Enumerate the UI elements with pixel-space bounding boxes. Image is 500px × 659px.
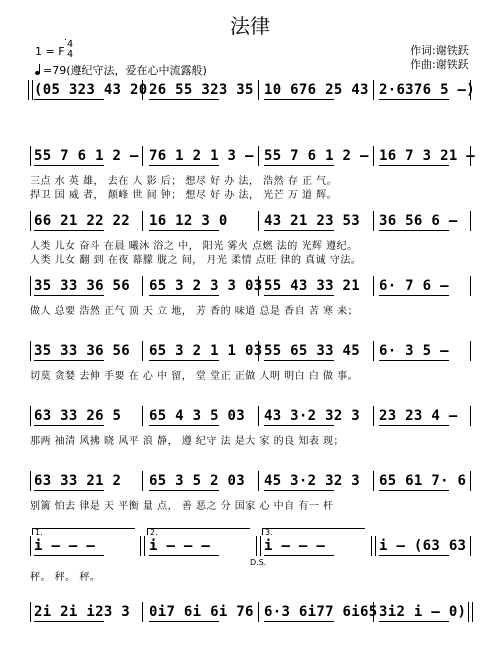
- bar-line: [258, 471, 259, 491]
- measure-3: 10 676 25 43: [264, 82, 369, 98]
- beam-line: [379, 555, 449, 556]
- bar-line: [470, 536, 471, 556]
- beam-line: [379, 621, 449, 622]
- lyrics-verse-1: 那两 袖清 风拂 晓 风平 浪 静， 遵 纪守 法 是大 家 的良 知表 现；: [30, 436, 345, 447]
- beam-line: [34, 295, 104, 296]
- beam-line: [34, 230, 104, 231]
- measure-1: 55 7 6 1 2 –: [34, 148, 139, 164]
- measure-4: 16 7 3 21 –: [379, 148, 476, 164]
- measure-1: 63 33 26 5: [34, 408, 122, 424]
- measure-1: 35 33 36 56: [34, 343, 131, 359]
- bar-line: [30, 146, 31, 166]
- beam-line: [34, 555, 104, 556]
- measure-1: 35 33 36 56: [34, 278, 131, 294]
- beam-line: [149, 490, 219, 491]
- measure-1: 66 21 22 22: [34, 213, 131, 229]
- beam-line: [149, 295, 219, 296]
- beam-line: [149, 425, 219, 426]
- bar-line: [470, 341, 471, 361]
- tempo-marking: [35, 62, 207, 78]
- beam-line: [379, 99, 449, 100]
- bar-line: [142, 406, 143, 426]
- bar-line: [373, 406, 374, 426]
- beam-line: [264, 360, 334, 361]
- beam-line: [34, 425, 104, 426]
- measure-1: i – – –: [34, 538, 96, 554]
- bar-line: [256, 536, 261, 556]
- beam-line: [264, 425, 334, 426]
- beam-line: [34, 490, 104, 491]
- beam-line: [264, 621, 334, 622]
- measure-2: 0i7 6i 6i 76: [149, 604, 254, 620]
- bar-line: [468, 602, 473, 622]
- lyrics-verse-1: 切莫 贪婪 去伸 手要 在 心 中 留， 堂 堂正 正做 人明 明白 白 做 事。: [30, 371, 359, 382]
- beam-line: [34, 621, 104, 622]
- measure-4: 2·6376 5 –): [379, 82, 476, 98]
- bar-line: [30, 471, 31, 491]
- measure-2: 76 1 2 1 3 –: [149, 148, 254, 164]
- expression-text: (遵纪守法，爱在心中流露般): [66, 64, 207, 77]
- bar-line: [470, 211, 471, 231]
- beam-line: [264, 555, 334, 556]
- measure-1: 63 33 21 2: [34, 473, 122, 489]
- beam-line: [149, 555, 219, 556]
- beam-line: [149, 165, 219, 166]
- measure-1: (05 323 43 20: [34, 82, 148, 98]
- lyrics-verse-1: 别篱 怕去 律是 天 平衡 量 点， 善 恶之 分 国家 心 中自 有一 杆: [30, 501, 334, 512]
- measure-3: 43 21 23 53: [264, 213, 361, 229]
- beam-line: [149, 360, 219, 361]
- key-signature: 1 = F: [35, 45, 65, 58]
- bar-line: [373, 80, 374, 100]
- bar-line: [373, 211, 374, 231]
- beam-line: [264, 490, 334, 491]
- composer-credit: 作曲:谢铁跃: [410, 58, 469, 71]
- dal-segno-mark: D.S.: [250, 558, 267, 567]
- volta-bracket-1: 1.: [32, 528, 135, 535]
- measure-4: 6· 3 5 –: [379, 343, 449, 359]
- bar-line: [373, 146, 374, 166]
- beam-line: [264, 99, 334, 100]
- bar-line: [30, 602, 31, 622]
- measure-3: 55 7 6 1 2 –: [264, 148, 369, 164]
- beam-line: [149, 621, 219, 622]
- bar-line: [30, 276, 31, 296]
- measure-3: i – – –: [264, 538, 326, 554]
- measure-3: 6·3 6i77 6i65: [264, 604, 378, 620]
- bar-line: [470, 471, 471, 491]
- measure-2: 65 3 2 3 3 03: [149, 278, 263, 294]
- bar-line: [142, 471, 143, 491]
- bar-line: [142, 276, 143, 296]
- bar-line: [142, 341, 143, 361]
- lyrics-verse-1: 三点 水 英 雄， 去在 人 影 后； 想尽 好 办 法， 浩然 存 正 气。: [30, 176, 338, 187]
- bar-line: [373, 341, 374, 361]
- beam-line: [379, 425, 449, 426]
- beam-line: [379, 490, 449, 491]
- bar-line: [470, 406, 471, 426]
- measure-2: 26 55 323 35: [149, 82, 254, 98]
- bar-line: [258, 146, 259, 166]
- beam-line: [34, 99, 104, 100]
- bar-line: [30, 406, 31, 426]
- bar-line: [142, 211, 143, 231]
- volta-bracket-2: 2.: [147, 528, 250, 535]
- time-signature-top: 4: [66, 39, 74, 50]
- beam-line: [379, 165, 449, 166]
- measure-2: 65 4 3 5 03: [149, 408, 246, 424]
- beam-line: [379, 230, 449, 231]
- bar-line: [142, 146, 143, 166]
- bar-line: [30, 536, 31, 556]
- bar-line: [258, 80, 259, 100]
- bar-line: [140, 536, 145, 556]
- song-title: 法律: [230, 14, 270, 38]
- measure-4: i – (63 63: [379, 538, 467, 554]
- measure-3: 55 65 33 45: [264, 343, 361, 359]
- time-signature-bottom: 4: [66, 49, 74, 60]
- measure-4: 65 61 7· 6: [379, 473, 467, 489]
- beam-line: [379, 360, 449, 361]
- beam-line: [149, 99, 219, 100]
- measure-1: 2i 2i i23 3: [34, 604, 131, 620]
- beam-line: [149, 230, 219, 231]
- bar-line: [258, 406, 259, 426]
- lyrics-verse-1: 做人 总要 浩然 正气 顶 天 立 地， 芳 香的 味道 总是 香自 苦 寒 来；: [30, 306, 359, 317]
- bar-line: [258, 602, 259, 622]
- measure-2: 65 3 2 1 1 03: [149, 343, 263, 359]
- quarter-note-icon: [35, 67, 41, 75]
- bar-line: [142, 602, 143, 622]
- tempo-value: =79: [43, 64, 67, 77]
- time-signature: [65, 40, 75, 60]
- bar-line: [28, 80, 33, 100]
- bar-line: [373, 276, 374, 296]
- measure-2: 16 12 3 0: [149, 213, 228, 229]
- bar-line: [30, 341, 31, 361]
- beam-line: [34, 360, 104, 361]
- bar-line: [373, 471, 374, 491]
- measure-4: 6· 7 6 –: [379, 278, 449, 294]
- bar-line: [470, 276, 471, 296]
- measure-4: 23 23 4 –: [379, 408, 458, 424]
- lyricist-credit: 作词:谢铁跃: [410, 44, 469, 57]
- measure-2: i – – –: [149, 538, 211, 554]
- measure-3: 43 3·2 32 3: [264, 408, 361, 424]
- bar-line: [258, 211, 259, 231]
- measure-3: 55 43 33 21: [264, 278, 361, 294]
- lyrics-verse-2: 捍卫 国 威 者， 颠峰 世 间 钟； 想尽 好 办 法， 光芒 万 道 辉。: [30, 190, 338, 201]
- bar-line: [30, 211, 31, 231]
- beam-line: [379, 295, 449, 296]
- measure-3: 45 3·2 32 3: [264, 473, 361, 489]
- lyrics-verse-1: 人类 儿女 奋斗 在晨 曦沐 浴之 中， 阳光 雾火 点燃 法的 光辉 遵纪。: [30, 241, 358, 252]
- bar-line: [371, 536, 376, 556]
- measure-4: 36 56 6 –: [379, 213, 458, 229]
- volta-bracket-3: 3.: [262, 528, 365, 535]
- lyrics-verse-2: 人类 儿女 翻 到 在夜 幕朦 胧之 间， 月光 柔情 点旺 律的 真诚 守法。: [30, 255, 362, 266]
- beam-line: [264, 230, 334, 231]
- measure-2: 65 3 5 2 03: [149, 473, 246, 489]
- lyrics-verse-1: 秤。 秤。 秤。: [30, 572, 101, 583]
- measure-4: 3i2 i – 0): [379, 604, 467, 620]
- beam-line: [34, 165, 104, 166]
- beam-line: [264, 295, 334, 296]
- beam-line: [264, 165, 334, 166]
